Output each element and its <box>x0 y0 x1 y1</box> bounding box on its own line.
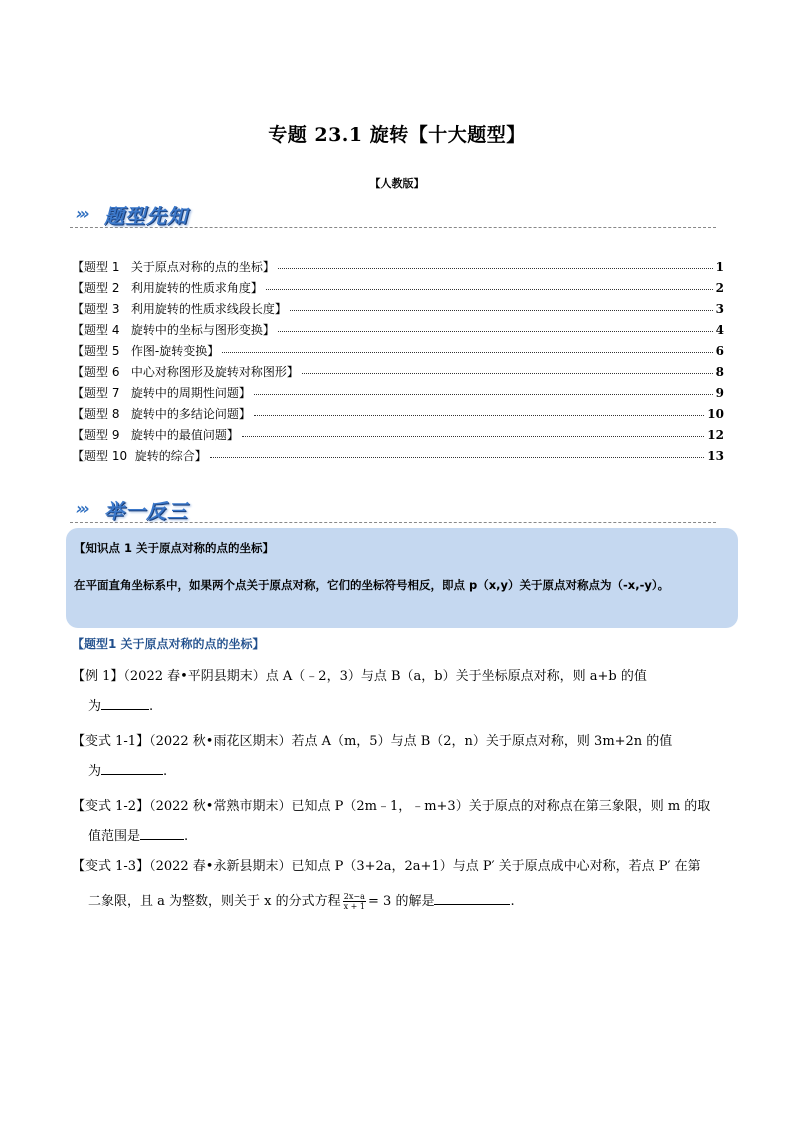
fraction-denominator: x + 1 <box>343 902 366 911</box>
question-text: （2022 春•平阴县期末）点 A（﹣2，3）与点 B（a，b）关于坐标原点对称，则 a+b 的值 <box>123 669 647 684</box>
toc-page-number: 2 <box>715 281 724 295</box>
triple-arrow-icon: ››› <box>76 499 87 518</box>
dashed-divider <box>70 227 716 228</box>
dot-leader <box>278 321 713 332</box>
edition-label: 【人教版】 <box>369 177 425 190</box>
question-text: 值范围是 <box>88 829 141 844</box>
toc-item-label: 【题型 5 作图-旋转变换】 <box>72 344 220 358</box>
toc-item[interactable] <box>72 321 724 342</box>
toc-item[interactable] <box>72 426 724 447</box>
question-text: （2022 秋•雨花区期末）若点 A（m，5）与点 B（2，n）关于原点对称，则 3m+2n 的值 <box>149 734 673 749</box>
knowledge-point-body: 在平面直角坐标系中，如果两个点关于原点对称，它们的坐标符号相反，即点 p（x,y）关于原点对称点为（-x,-y）。 <box>74 578 670 592</box>
section-header-preview <box>70 200 716 230</box>
toc-item[interactable] <box>72 405 724 426</box>
toc-item-label: 【题型 9 旋转中的最值问题】 <box>72 428 239 442</box>
toc-item[interactable] <box>72 342 724 363</box>
section-header-practice <box>70 495 716 525</box>
fraction-numerator: 2x−a <box>343 892 365 901</box>
topic-heading: 【题型1 关于原点对称的点的坐标】 <box>72 637 265 651</box>
toc-item[interactable] <box>72 447 724 468</box>
question-text: 二象限，且 a 为整数，则关于 x 的分式方程 <box>88 894 341 909</box>
dot-leader <box>302 363 713 374</box>
question-text: （2022 春•永新县期末）已知点 P（3+2a，2a+1）与点 P′ 关于原点成中心对称，若点 P′ 在第 <box>149 859 701 874</box>
section-label: 题型先知 <box>104 204 188 228</box>
dot-leader <box>222 342 712 353</box>
toc-page-number: 13 <box>707 449 724 463</box>
question-text: . <box>149 699 154 714</box>
question-text: 为 <box>88 699 102 714</box>
answer-blank[interactable] <box>140 825 184 840</box>
answer-blank[interactable] <box>101 695 149 710</box>
toc-page-number: 8 <box>715 365 724 379</box>
dot-leader <box>242 426 704 437</box>
toc-item[interactable] <box>72 279 724 300</box>
toc-item-label: 【题型 4 旋转中的坐标与图形变换】 <box>72 323 275 337</box>
question-variant-1-2 <box>72 792 722 852</box>
dot-leader <box>254 384 713 395</box>
question-example-1 <box>72 662 722 722</box>
page-title: 专题 23.1 旋转【十大题型】 <box>268 124 526 146</box>
toc-item[interactable] <box>72 300 724 321</box>
table-of-contents <box>72 258 724 468</box>
dot-leader <box>210 447 705 458</box>
dot-leader <box>254 405 704 416</box>
question-variant-1-3 <box>72 852 722 922</box>
toc-item-label: 【题型 1 关于原点对称的点的坐标】 <box>72 260 275 274</box>
fraction <box>343 892 366 911</box>
toc-item-label: 【题型 10 旋转的综合】 <box>72 449 207 463</box>
question-text: . <box>184 829 189 844</box>
toc-page-number: 6 <box>715 344 724 358</box>
question-tag: 【例 1】 <box>72 669 124 684</box>
toc-page-number: 10 <box>707 407 724 421</box>
dot-leader <box>266 279 713 290</box>
toc-page-number: 9 <box>715 386 724 400</box>
dot-leader <box>278 258 713 269</box>
question-text: = 3 的解是 <box>368 894 435 909</box>
dot-leader <box>290 300 713 311</box>
triple-arrow-icon: ››› <box>76 204 87 223</box>
toc-item-label: 【题型 3 利用旋转的性质求线段长度】 <box>72 302 287 316</box>
question-tag: 【变式 1-3】 <box>72 859 150 874</box>
question-tag: 【变式 1-2】 <box>72 799 150 814</box>
toc-item[interactable] <box>72 384 724 405</box>
question-text: . <box>163 764 168 779</box>
answer-blank[interactable] <box>434 890 510 905</box>
dashed-divider <box>70 522 716 523</box>
toc-item-label: 【题型 7 旋转中的周期性问题】 <box>72 386 251 400</box>
toc-page-number: 1 <box>715 260 724 274</box>
knowledge-point-box <box>66 528 738 628</box>
question-text: 为 <box>88 764 102 779</box>
question-text: （2022 秋•常熟市期末）已知点 P（2m﹣1，﹣m+3）关于原点的对称点在第三象限，则 m 的取 <box>149 799 711 814</box>
question-tag: 【变式 1-1】 <box>72 734 150 749</box>
toc-page-number: 12 <box>707 428 724 442</box>
question-variant-1-1 <box>72 727 722 787</box>
toc-page-number: 3 <box>715 302 724 316</box>
toc-item-label: 【题型 8 旋转中的多结论问题】 <box>72 407 251 421</box>
knowledge-point-title: 【知识点 1 关于原点对称的点的坐标】 <box>74 541 275 555</box>
question-text: . <box>510 894 515 909</box>
toc-item[interactable] <box>72 258 724 279</box>
toc-item-label: 【题型 6 中心对称图形及旋转对称图形】 <box>72 365 299 379</box>
toc-item-label: 【题型 2 利用旋转的性质求角度】 <box>72 281 263 295</box>
section-label: 举一反三 <box>104 499 188 523</box>
answer-blank[interactable] <box>101 760 163 775</box>
toc-page-number: 4 <box>715 323 724 337</box>
toc-item[interactable] <box>72 363 724 384</box>
